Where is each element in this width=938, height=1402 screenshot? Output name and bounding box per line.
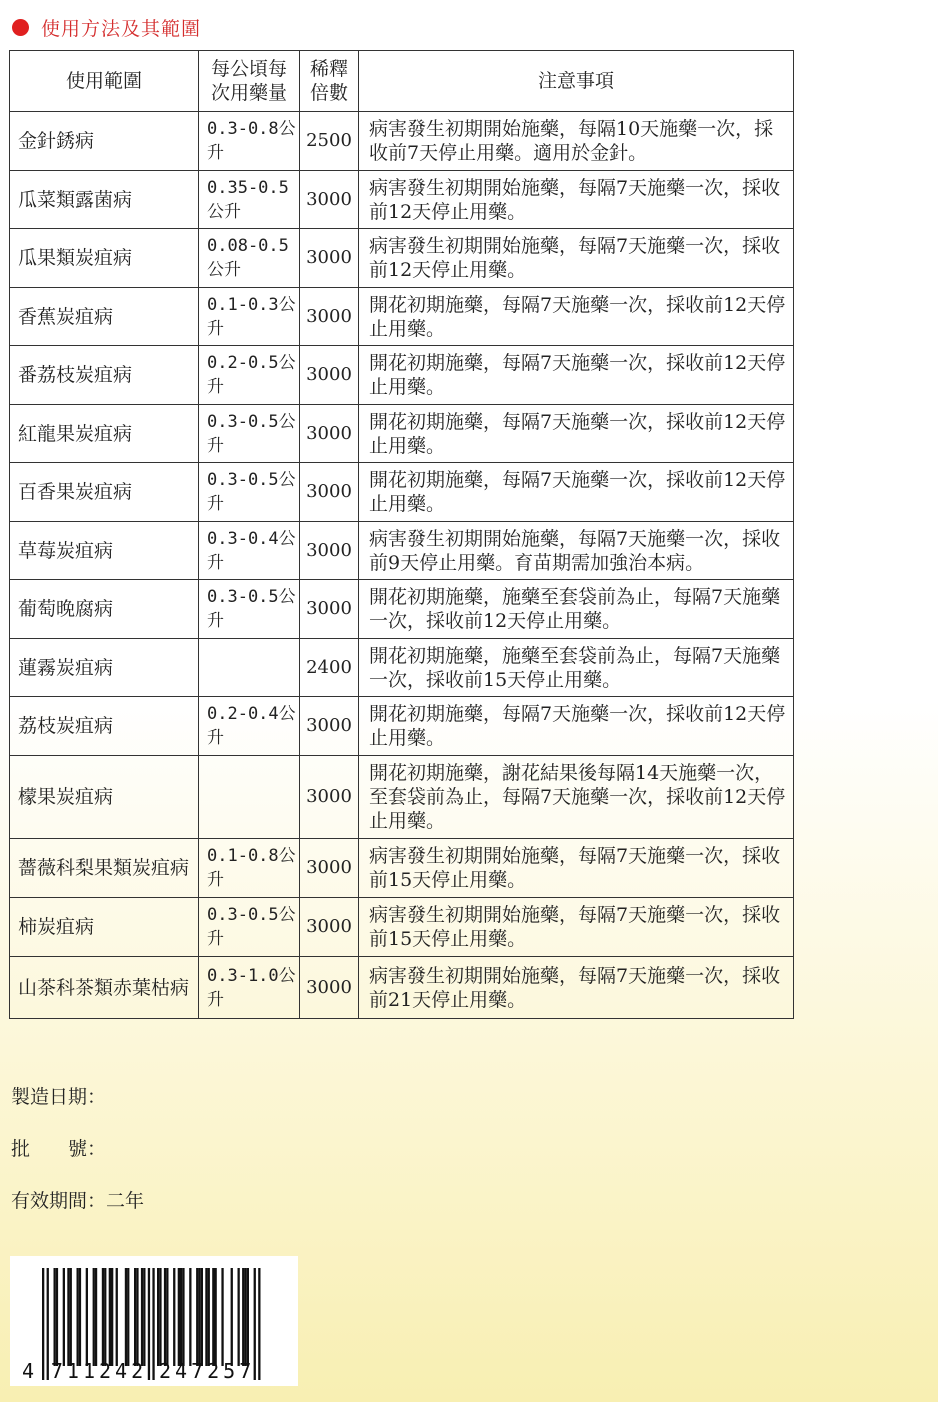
barcode-bar: [238, 1268, 240, 1366]
barcode-bar: [152, 1268, 154, 1380]
section-header: [12, 14, 201, 40]
barcode-digit-first: 4: [22, 1359, 35, 1383]
cell-dose: 0.3-0.5公升: [199, 405, 300, 463]
expiry-label: 有效期間：: [11, 1190, 107, 1212]
barcode-bar: [164, 1268, 166, 1366]
barcode-bar: [77, 1268, 79, 1366]
cell-dilution: 3000: [300, 346, 359, 405]
table-row: [10, 697, 794, 756]
cell-notes: 開花初期施藥，每隔7天施藥一次，採收前12天停止用藥。: [359, 346, 794, 405]
barcode-bar: [42, 1268, 44, 1380]
cell-dose: [199, 756, 300, 839]
cell-dose: 0.35-0.5公升: [199, 171, 300, 229]
barcode-bar: [244, 1268, 246, 1366]
cell-dose: 0.3-0.5公升: [199, 898, 300, 957]
cell-scope: 柿炭疽病: [10, 898, 199, 957]
cell-notes: 病害發生初期開始施藥，每隔7天施藥一次，採收前15天停止用藥。: [359, 898, 794, 957]
table-row: [10, 898, 794, 957]
cell-scope: 葡萄晚腐病: [10, 580, 199, 639]
cell-scope: 荔枝炭疽病: [10, 697, 199, 756]
barcode-bar: [215, 1268, 217, 1366]
table-row: [10, 288, 794, 346]
barcode-bar: [86, 1268, 88, 1366]
manufacture-date: [11, 1082, 106, 1109]
cell-notes: 開花初期施藥，施藥至套袋前為止，每隔7天施藥一次，採收前12天停止用藥。: [359, 580, 794, 639]
table-row: [10, 229, 794, 288]
barcode-bar: [221, 1268, 223, 1366]
cell-dilution: 3000: [300, 697, 359, 756]
barcode-bar: [247, 1268, 249, 1366]
barcode-digits-right: 247257: [159, 1359, 256, 1383]
barcode-bar: [242, 1268, 244, 1366]
cell-notes: 開花初期施藥，謝花結果後每隔14天施藥一次，至套袋前為止，每隔7天施藥一次，採收前12天停止用藥。: [359, 756, 794, 839]
cell-dose: 0.2-0.4公升: [199, 697, 300, 756]
barcode-bar: [47, 1268, 49, 1380]
barcode-bar: [173, 1268, 175, 1366]
cell-dilution: 2500: [300, 112, 359, 171]
cell-dose: 0.3-0.8公升: [199, 112, 300, 171]
section-title: 使用方法及其範圍: [41, 17, 202, 40]
barcode-bar: [95, 1268, 97, 1366]
barcode-bar: [196, 1268, 198, 1366]
table-row: [10, 463, 794, 522]
table-row: [10, 112, 794, 171]
table-row: [10, 756, 794, 839]
cell-notes: 開花初期施藥，每隔7天施藥一次，採收前12天停止用藥。: [359, 463, 794, 522]
cell-dose: 0.08-0.5公升: [199, 229, 300, 288]
manufacture-date-label: 製造日期：: [11, 1086, 107, 1108]
barcode-bar: [201, 1268, 203, 1366]
barcode-bar: [127, 1268, 129, 1366]
barcode-bar: [93, 1268, 95, 1366]
barcode-bar: [67, 1268, 69, 1366]
barcode-bar: [178, 1268, 180, 1366]
barcode-bar: [212, 1268, 214, 1366]
barcode-bar: [205, 1268, 207, 1366]
barcode-bar: [56, 1268, 58, 1366]
cell-dilution: 3000: [300, 463, 359, 522]
usage-table: [9, 50, 794, 1019]
barcode-bar: [258, 1268, 260, 1380]
barcode-digits-left: 711242: [50, 1359, 148, 1383]
cell-notes: 病害發生初期開始施藥，每隔7天施藥一次，採收前21天停止用藥。: [359, 957, 794, 1019]
cell-notes: 病害發生初期開始施藥，每隔7天施藥一次，採收前12天停止用藥。: [359, 229, 794, 288]
cell-notes: 開花初期施藥，每隔7天施藥一次，採收前12天停止用藥。: [359, 405, 794, 463]
barcode-bar: [63, 1268, 65, 1366]
table-row: [10, 839, 794, 898]
header-notes: 注意事項: [359, 51, 794, 112]
cell-notes: 病害發生初期開始施藥，每隔7天施藥一次，採收前12天停止用藥。: [359, 171, 794, 229]
cell-dilution: 3000: [300, 405, 359, 463]
barcode-bar: [166, 1268, 168, 1366]
barcode-bar: [102, 1268, 104, 1366]
barcode-graphic: [10, 1256, 298, 1386]
table-row: [10, 957, 794, 1019]
cell-scope: 山茶科茶類赤葉枯病: [10, 957, 199, 1019]
cell-scope: 薔薇科梨果類炭疽病: [10, 839, 199, 898]
barcode-bar: [198, 1268, 200, 1366]
cell-dilution: 3000: [300, 839, 359, 898]
barcode-bar: [111, 1268, 113, 1366]
cell-dose: 0.3-0.5公升: [199, 580, 300, 639]
barcode-bar: [189, 1268, 191, 1366]
expiry-value: 二年: [106, 1190, 145, 1212]
lot-number-label: 批 號：: [11, 1138, 107, 1160]
barcode-bar: [134, 1268, 136, 1366]
barcode-bar: [109, 1268, 111, 1366]
cell-dilution: 3000: [300, 580, 359, 639]
cell-scope: 瓜果類炭疽病: [10, 229, 199, 288]
header-dose: 每公頃每次用藥量: [199, 51, 300, 112]
barcode-bar: [180, 1268, 182, 1366]
cell-dilution: 3000: [300, 229, 359, 288]
header-scope: 使用範圍: [10, 51, 199, 112]
cell-scope: 百香果炭疽病: [10, 463, 199, 522]
cell-dilution: 3000: [300, 171, 359, 229]
barcode-bar: [116, 1268, 118, 1366]
table-row: [10, 346, 794, 405]
cell-dose: 0.2-0.5公升: [199, 346, 300, 405]
cell-scope: 檬果炭疽病: [10, 756, 199, 839]
barcode-bar: [136, 1268, 138, 1366]
barcode-bar: [143, 1268, 145, 1366]
bullet-icon: [12, 19, 29, 36]
cell-scope: 番荔枝炭疽病: [10, 346, 199, 405]
table-header-row: [10, 51, 794, 112]
cell-notes: 病害發生初期開始施藥，每隔7天施藥一次，採收前15天停止用藥。: [359, 839, 794, 898]
cell-notes: 開花初期施藥，每隔7天施藥一次，採收前12天停止用藥。: [359, 288, 794, 346]
cell-scope: 金針銹病: [10, 112, 199, 171]
barcode-bar: [125, 1268, 127, 1366]
barcode-bar: [208, 1268, 210, 1366]
cell-dose: 0.3-0.4公升: [199, 522, 300, 580]
expiry-period: [11, 1186, 144, 1213]
barcode-bar: [104, 1268, 106, 1366]
barcode-bar: [157, 1268, 159, 1366]
barcode-bar: [159, 1268, 161, 1366]
table-row: [10, 639, 794, 697]
cell-dilution: 3000: [300, 898, 359, 957]
cell-dose: 0.3-1.0公升: [199, 957, 300, 1019]
cell-notes: 開花初期施藥，施藥至套袋前為止，每隔7天施藥一次，採收前15天停止用藥。: [359, 639, 794, 697]
cell-notes: 開花初期施藥，每隔7天施藥一次，採收前12天停止用藥。: [359, 697, 794, 756]
cell-dose: 0.3-0.5公升: [199, 463, 300, 522]
cell-scope: 香蕉炭疽病: [10, 288, 199, 346]
cell-scope: 瓜菜類露菌病: [10, 171, 199, 229]
cell-notes: 病害發生初期開始施藥，每隔7天施藥一次，採收前9天停止用藥。育苗期需加強治本病。: [359, 522, 794, 580]
barcode: [10, 1256, 298, 1386]
cell-dilution: 2400: [300, 639, 359, 697]
table-row: [10, 522, 794, 580]
barcode-bar: [54, 1268, 56, 1366]
cell-dose: 0.1-0.3公升: [199, 288, 300, 346]
cell-scope: 紅龍果炭疽病: [10, 405, 199, 463]
table-row: [10, 580, 794, 639]
table-row: [10, 405, 794, 463]
cell-dilution: 3000: [300, 957, 359, 1019]
cell-dilution: 3000: [300, 288, 359, 346]
barcode-bar: [182, 1268, 184, 1366]
barcode-bar: [148, 1268, 150, 1380]
cell-scope: 蓮霧炭疽病: [10, 639, 199, 697]
lot-number: [11, 1134, 106, 1161]
barcode-bar: [70, 1268, 72, 1366]
cell-dose: [199, 639, 300, 697]
cell-dose: 0.1-0.8公升: [199, 839, 300, 898]
cell-dilution: 3000: [300, 756, 359, 839]
header-dilution: 稀釋倍數: [300, 51, 359, 112]
cell-dilution: 3000: [300, 522, 359, 580]
cell-scope: 草莓炭疽病: [10, 522, 199, 580]
table-row: [10, 171, 794, 229]
barcode-bar: [141, 1268, 143, 1366]
barcode-bar: [79, 1268, 81, 1366]
cell-notes: 病害發生初期開始施藥，每隔10天施藥一次，採收前7天停止用藥。適用於金針。: [359, 112, 794, 171]
barcode-bar: [231, 1268, 233, 1366]
